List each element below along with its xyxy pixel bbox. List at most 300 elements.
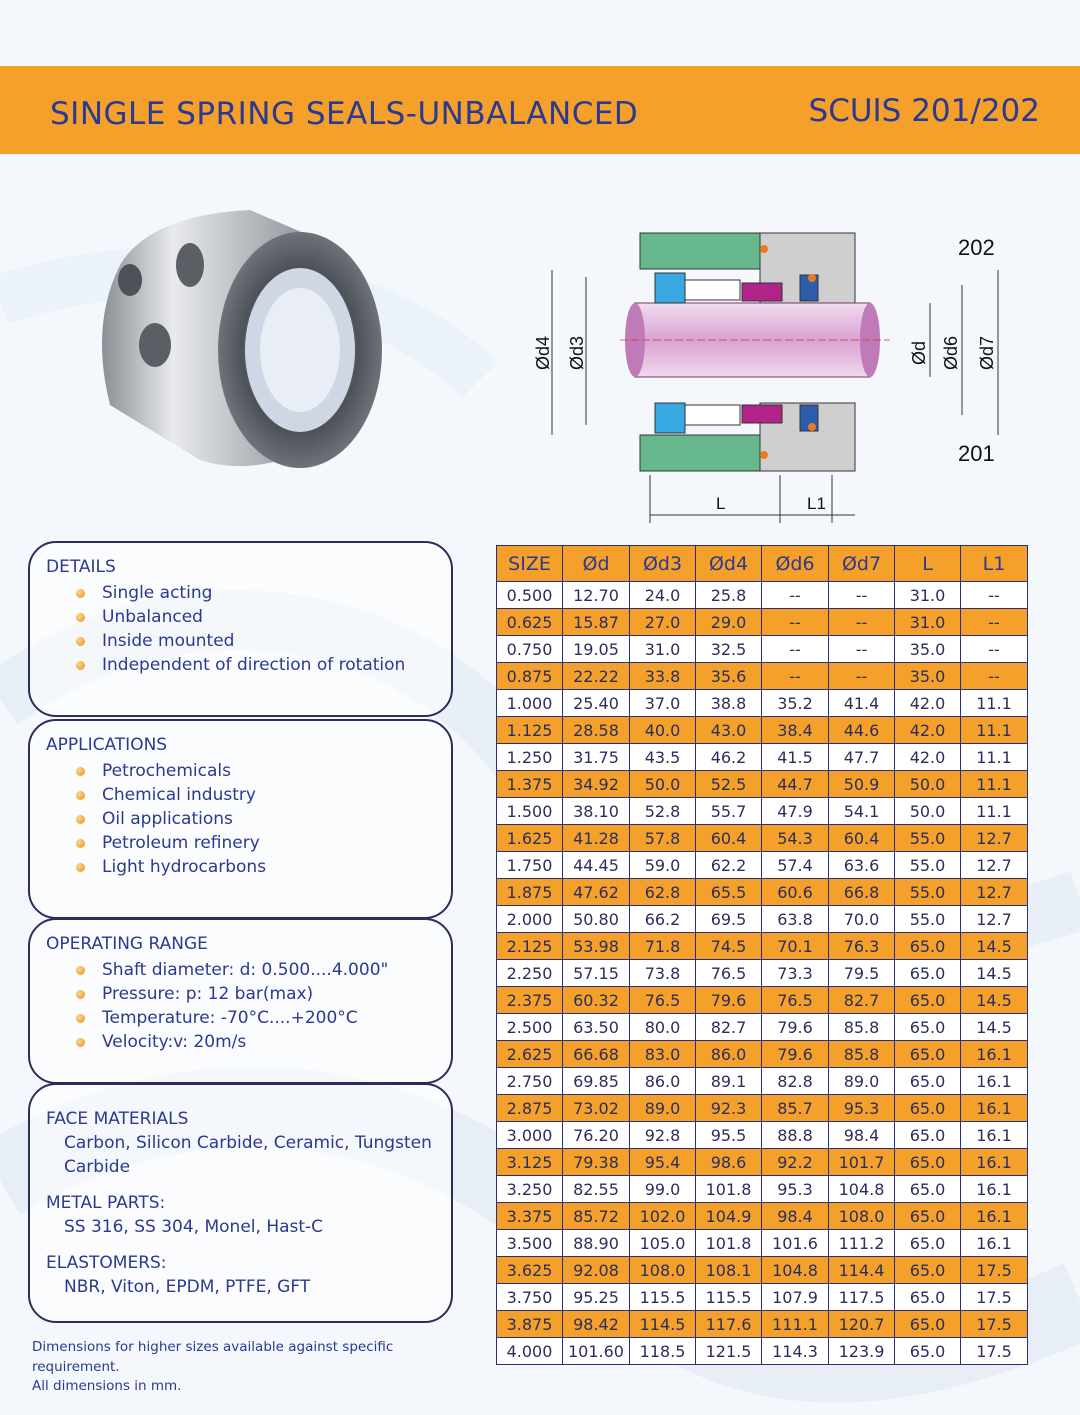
table-cell: 0.875	[497, 663, 563, 690]
metal-parts-title: METAL PARTS:	[46, 1193, 166, 1213]
table-cell: 47.7	[829, 744, 895, 771]
table-cell: 35.0	[895, 636, 961, 663]
table-cell: 0.750	[497, 636, 563, 663]
table-cell: 85.72	[563, 1203, 630, 1230]
table-cell: 11.1	[961, 798, 1028, 825]
table-cell: 3.125	[497, 1149, 563, 1176]
table-cell: 44.45	[563, 852, 630, 879]
table-cell: --	[961, 609, 1028, 636]
applications-list	[46, 759, 435, 879]
table-cell: 95.4	[630, 1149, 696, 1176]
table-cell: 60.6	[762, 879, 829, 906]
table-cell: --	[961, 582, 1028, 609]
table-cell: 50.80	[563, 906, 630, 933]
table-cell: --	[762, 582, 829, 609]
table-cell: 65.0	[895, 1014, 961, 1041]
table-cell: 1.500	[497, 798, 563, 825]
table-body	[497, 582, 1028, 1365]
table-cell: 1.375	[497, 771, 563, 798]
table-cell: 85.7	[762, 1095, 829, 1122]
table-cell: 34.92	[563, 771, 630, 798]
table-cell: 62.8	[630, 879, 696, 906]
table-cell: --	[762, 663, 829, 690]
table-cell: 55.7	[696, 798, 762, 825]
table-cell: 40.0	[630, 717, 696, 744]
label-L1: L1	[807, 494, 826, 513]
list-item: Single acting	[46, 581, 435, 605]
table-row	[497, 852, 1028, 879]
table-cell: 101.6	[762, 1230, 829, 1257]
table-cell: 111.2	[829, 1230, 895, 1257]
table-cell: 3.000	[497, 1122, 563, 1149]
table-cell: 14.5	[961, 933, 1028, 960]
list-item: Chemical industry	[46, 783, 435, 807]
table-cell: 2.250	[497, 960, 563, 987]
face-materials-text: Carbon, Silicon Carbide, Ceramic, Tungsten Carbide	[64, 1133, 432, 1177]
table-cell: 65.0	[895, 933, 961, 960]
table-cell: 24.0	[630, 582, 696, 609]
table-cell: 65.0	[895, 1176, 961, 1203]
table-cell: 16.1	[961, 1149, 1028, 1176]
table-cell: 35.2	[762, 690, 829, 717]
label-d3: Ød3	[567, 335, 587, 370]
table-cell: 99.0	[630, 1176, 696, 1203]
details-list	[46, 581, 435, 677]
table-cell: 79.5	[829, 960, 895, 987]
table-cell: 42.0	[895, 690, 961, 717]
table-cell: 60.4	[829, 825, 895, 852]
table-cell: 108.0	[829, 1203, 895, 1230]
table-cell: 117.5	[829, 1284, 895, 1311]
table-cell: 54.1	[829, 798, 895, 825]
table-cell: 12.7	[961, 825, 1028, 852]
table-cell: 89.0	[630, 1095, 696, 1122]
table-cell: 50.0	[895, 771, 961, 798]
table-cell: 43.5	[630, 744, 696, 771]
table-cell: 57.4	[762, 852, 829, 879]
table-row	[497, 1149, 1028, 1176]
table-cell: 59.0	[630, 852, 696, 879]
metal-parts-text: SS 316, SS 304, Monel, Hast-C	[64, 1217, 324, 1237]
table-row	[497, 1122, 1028, 1149]
table-cell: 66.8	[829, 879, 895, 906]
table-cell: 17.5	[961, 1257, 1028, 1284]
table-cell: 1.875	[497, 879, 563, 906]
table-cell: 3.500	[497, 1230, 563, 1257]
table-row	[497, 798, 1028, 825]
table-row	[497, 960, 1028, 987]
table-cell: 27.0	[630, 609, 696, 636]
footnote-line-1: Dimensions for higher sizes available against specific requirement.	[32, 1339, 394, 1375]
table-cell: 95.25	[563, 1284, 630, 1311]
table-cell: 57.8	[630, 825, 696, 852]
table-cell: 73.8	[630, 960, 696, 987]
list-item: Oil applications	[46, 807, 435, 831]
table-cell: 65.0	[895, 1230, 961, 1257]
table-cell: --	[829, 609, 895, 636]
table-cell: 65.0	[895, 1284, 961, 1311]
table-cell: 104.8	[762, 1257, 829, 1284]
list-item: Velocity:v: 20m/s	[46, 1030, 435, 1054]
table-cell: 71.8	[630, 933, 696, 960]
table-cell: 35.0	[895, 663, 961, 690]
table-cell: 14.5	[961, 1014, 1028, 1041]
table-row	[497, 1014, 1028, 1041]
table-cell: 1.750	[497, 852, 563, 879]
table-cell: 89.0	[829, 1068, 895, 1095]
table-cell: 101.60	[563, 1338, 630, 1365]
table-cell: 50.9	[829, 771, 895, 798]
table-cell: 47.9	[762, 798, 829, 825]
table-cell: 104.8	[829, 1176, 895, 1203]
table-cell: 46.2	[696, 744, 762, 771]
table-cell: 65.0	[895, 960, 961, 987]
table-cell: 65.0	[895, 1311, 961, 1338]
table-row	[497, 1176, 1028, 1203]
table-cell: 15.87	[563, 609, 630, 636]
table-cell: 101.7	[829, 1149, 895, 1176]
table-cell: 76.20	[563, 1122, 630, 1149]
table-cell: 53.98	[563, 933, 630, 960]
table-cell: 80.0	[630, 1014, 696, 1041]
table-cell: 31.75	[563, 744, 630, 771]
list-item: Temperature: -70°C....+200°C	[46, 1006, 435, 1030]
table-cell: 37.0	[630, 690, 696, 717]
table-row	[497, 609, 1028, 636]
table-cell: 118.5	[630, 1338, 696, 1365]
table-cell: 1.250	[497, 744, 563, 771]
table-cell: 60.4	[696, 825, 762, 852]
table-cell: 31.0	[630, 636, 696, 663]
table-cell: 2.375	[497, 987, 563, 1014]
table-cell: 65.0	[895, 1122, 961, 1149]
label-d: Ød	[909, 340, 929, 365]
table-cell: 63.50	[563, 1014, 630, 1041]
table-cell: 92.08	[563, 1257, 630, 1284]
table-cell: 65.0	[895, 1338, 961, 1365]
table-cell: 55.0	[895, 879, 961, 906]
table-cell: 95.3	[829, 1095, 895, 1122]
table-cell: 76.3	[829, 933, 895, 960]
table-cell: 65.0	[895, 1149, 961, 1176]
table-cell: 2.000	[497, 906, 563, 933]
elastomers-text: NBR, Viton, EPDM, PTFE, GFT	[64, 1277, 311, 1297]
table-row	[497, 690, 1028, 717]
table-cell: 115.5	[696, 1284, 762, 1311]
table-cell: 114.4	[829, 1257, 895, 1284]
table-cell: 52.5	[696, 771, 762, 798]
table-cell: 104.9	[696, 1203, 762, 1230]
list-item: Independent of direction of rotation	[46, 653, 435, 677]
table-cell: 79.6	[762, 1041, 829, 1068]
table-cell: 65.0	[895, 1257, 961, 1284]
table-cell: 85.8	[829, 1041, 895, 1068]
footnote-line-2: All dimensions in mm.	[32, 1378, 182, 1394]
table-cell: 55.0	[895, 906, 961, 933]
table-cell: --	[762, 636, 829, 663]
seal-cross-section-drawing	[520, 225, 1040, 530]
table-cell: 16.1	[961, 1176, 1028, 1203]
table-cell: --	[829, 636, 895, 663]
table-row	[497, 1095, 1028, 1122]
label-d6: Ød6	[941, 335, 961, 370]
table-cell: 65.0	[895, 1203, 961, 1230]
table-row	[497, 1257, 1028, 1284]
table-cell: 65.0	[895, 1041, 961, 1068]
table-cell: 92.2	[762, 1149, 829, 1176]
table-cell: 55.0	[895, 852, 961, 879]
table-cell: 2.875	[497, 1095, 563, 1122]
table-cell: 105.0	[630, 1230, 696, 1257]
table-cell: --	[762, 609, 829, 636]
table-cell: 121.5	[696, 1338, 762, 1365]
table-cell: 98.4	[829, 1122, 895, 1149]
table-cell: 16.1	[961, 1203, 1028, 1230]
table-row	[497, 1041, 1028, 1068]
column-header-d3: Ød3	[630, 546, 696, 582]
label-d4: Ød4	[533, 335, 553, 370]
table-cell: 101.8	[696, 1176, 762, 1203]
table-cell: 98.42	[563, 1311, 630, 1338]
table-cell: 11.1	[961, 690, 1028, 717]
table-cell: --	[961, 636, 1028, 663]
table-cell: 35.6	[696, 663, 762, 690]
column-header-d7: Ød7	[829, 546, 895, 582]
label-d7: Ød7	[977, 335, 997, 370]
table-cell: 69.5	[696, 906, 762, 933]
table-cell: 92.8	[630, 1122, 696, 1149]
table-cell: 3.250	[497, 1176, 563, 1203]
column-header-d6: Ød6	[762, 546, 829, 582]
table-cell: 66.2	[630, 906, 696, 933]
table-cell: 88.8	[762, 1122, 829, 1149]
table-cell: 82.7	[829, 987, 895, 1014]
table-cell: 33.8	[630, 663, 696, 690]
table-cell: 38.8	[696, 690, 762, 717]
column-header-size: SIZE	[497, 546, 563, 582]
table-cell: 38.4	[762, 717, 829, 744]
table-cell: 25.8	[696, 582, 762, 609]
table-cell: 11.1	[961, 771, 1028, 798]
table-cell: 89.1	[696, 1068, 762, 1095]
list-item: Petrochemicals	[46, 759, 435, 783]
table-cell: 12.7	[961, 906, 1028, 933]
table-cell: --	[829, 582, 895, 609]
table-cell: 17.5	[961, 1284, 1028, 1311]
operating-range-box	[28, 918, 453, 1084]
table-row	[497, 1068, 1028, 1095]
table-cell: 41.4	[829, 690, 895, 717]
table-cell: 1.000	[497, 690, 563, 717]
label-201: 201	[958, 441, 995, 466]
table-cell: 3.625	[497, 1257, 563, 1284]
table-cell: 115.5	[630, 1284, 696, 1311]
table-cell: 95.3	[762, 1176, 829, 1203]
table-cell: 65.5	[696, 879, 762, 906]
table-cell: 62.2	[696, 852, 762, 879]
table-row	[497, 1338, 1028, 1365]
table-cell: 14.5	[961, 987, 1028, 1014]
table-cell: 2.500	[497, 1014, 563, 1041]
table-cell: 65.0	[895, 1068, 961, 1095]
details-title: DETAILS	[46, 557, 116, 577]
table-cell: 19.05	[563, 636, 630, 663]
table-cell: 17.5	[961, 1338, 1028, 1365]
table-cell: 76.5	[762, 987, 829, 1014]
column-header-l: L	[895, 546, 961, 582]
table-cell: 11.1	[961, 744, 1028, 771]
table-cell: 3.375	[497, 1203, 563, 1230]
table-cell: 16.1	[961, 1095, 1028, 1122]
product-code: SCUIS 201/202	[808, 93, 1040, 129]
footnote	[32, 1338, 452, 1397]
table-cell: 12.7	[961, 879, 1028, 906]
table-cell: 108.1	[696, 1257, 762, 1284]
table-cell: 50.0	[630, 771, 696, 798]
table-row	[497, 717, 1028, 744]
page-title: SINGLE SPRING SEALS-UNBALANCED	[50, 96, 639, 132]
table-cell: 1.125	[497, 717, 563, 744]
table-cell: 108.0	[630, 1257, 696, 1284]
table-cell: 114.5	[630, 1311, 696, 1338]
face-materials-title: FACE MATERIALS	[46, 1109, 189, 1129]
table-cell: 57.15	[563, 960, 630, 987]
table-cell: 63.8	[762, 906, 829, 933]
table-cell: 120.7	[829, 1311, 895, 1338]
table-cell: 88.90	[563, 1230, 630, 1257]
column-header-d4: Ød4	[696, 546, 762, 582]
details-box	[28, 541, 453, 717]
table-cell: 16.1	[961, 1068, 1028, 1095]
table-cell: 70.1	[762, 933, 829, 960]
table-cell: 111.1	[762, 1311, 829, 1338]
applications-box	[28, 719, 453, 919]
table-row	[497, 1284, 1028, 1311]
table-cell: 86.0	[630, 1068, 696, 1095]
table-row	[497, 987, 1028, 1014]
table-cell: 25.40	[563, 690, 630, 717]
table-cell: 70.0	[829, 906, 895, 933]
table-cell: 123.9	[829, 1338, 895, 1365]
table-cell: 16.1	[961, 1230, 1028, 1257]
table-row	[497, 663, 1028, 690]
table-cell: 60.32	[563, 987, 630, 1014]
table-cell: 73.02	[563, 1095, 630, 1122]
table-cell: 69.85	[563, 1068, 630, 1095]
column-header-d: Ød	[563, 546, 630, 582]
table-cell: 98.6	[696, 1149, 762, 1176]
table-cell: --	[961, 663, 1028, 690]
table-cell: 38.10	[563, 798, 630, 825]
table-cell: 0.625	[497, 609, 563, 636]
table-cell: 17.5	[961, 1311, 1028, 1338]
label-L: L	[716, 494, 726, 513]
table-cell: 42.0	[895, 744, 961, 771]
table-cell: 29.0	[696, 609, 762, 636]
table-cell: 95.5	[696, 1122, 762, 1149]
table-cell: 1.625	[497, 825, 563, 852]
table-row	[497, 1230, 1028, 1257]
table-cell: 4.000	[497, 1338, 563, 1365]
table-cell: 31.0	[895, 582, 961, 609]
table-cell: 12.7	[961, 852, 1028, 879]
table-cell: 52.8	[630, 798, 696, 825]
table-cell: 31.0	[895, 609, 961, 636]
table-cell: 50.0	[895, 798, 961, 825]
table-cell: 44.7	[762, 771, 829, 798]
table-cell: 2.625	[497, 1041, 563, 1068]
operating-range-list	[46, 958, 435, 1054]
table-cell: 3.875	[497, 1311, 563, 1338]
table-cell: 82.55	[563, 1176, 630, 1203]
table-cell: 43.0	[696, 717, 762, 744]
table-cell: 76.5	[696, 960, 762, 987]
table-cell: 82.7	[696, 1014, 762, 1041]
table-cell: 76.5	[630, 987, 696, 1014]
list-item: Inside mounted	[46, 629, 435, 653]
table-cell: 3.750	[497, 1284, 563, 1311]
table-cell: 44.6	[829, 717, 895, 744]
label-202: 202	[958, 235, 995, 260]
table-cell: 11.1	[961, 717, 1028, 744]
table-cell: 92.3	[696, 1095, 762, 1122]
table-cell: 101.8	[696, 1230, 762, 1257]
table-cell: 63.6	[829, 852, 895, 879]
table-cell: 2.125	[497, 933, 563, 960]
table-cell: 66.68	[563, 1041, 630, 1068]
list-item: Unbalanced	[46, 605, 435, 629]
table-row	[497, 636, 1028, 663]
materials-box	[28, 1083, 453, 1323]
table-row	[497, 879, 1028, 906]
table-cell: 102.0	[630, 1203, 696, 1230]
table-row	[497, 1311, 1028, 1338]
table-row	[497, 744, 1028, 771]
table-cell: 55.0	[895, 825, 961, 852]
table-cell: 114.3	[762, 1338, 829, 1365]
table-row	[497, 933, 1028, 960]
table-cell: 79.6	[696, 987, 762, 1014]
table-cell: 107.9	[762, 1284, 829, 1311]
table-cell: 28.58	[563, 717, 630, 744]
table-row	[497, 1203, 1028, 1230]
table-cell: 85.8	[829, 1014, 895, 1041]
table-cell: 12.70	[563, 582, 630, 609]
table-cell: 41.28	[563, 825, 630, 852]
table-row	[497, 582, 1028, 609]
table-cell: 0.500	[497, 582, 563, 609]
seal-product-photo	[90, 205, 390, 475]
table-cell: 79.38	[563, 1149, 630, 1176]
column-header-l1: L1	[961, 546, 1028, 582]
table-cell: 16.1	[961, 1041, 1028, 1068]
dimensions-table	[496, 545, 1028, 1365]
table-cell: 74.5	[696, 933, 762, 960]
list-item: Pressure: p: 12 bar(max)	[46, 982, 435, 1006]
table-cell: 82.8	[762, 1068, 829, 1095]
table-cell: 14.5	[961, 960, 1028, 987]
table-cell: 41.5	[762, 744, 829, 771]
table-header-row	[497, 546, 1028, 582]
table-cell: 47.62	[563, 879, 630, 906]
applications-title: APPLICATIONS	[46, 735, 168, 755]
list-item: Light hydrocarbons	[46, 855, 435, 879]
table-cell: 65.0	[895, 1095, 961, 1122]
table-cell: 22.22	[563, 663, 630, 690]
table-cell: 32.5	[696, 636, 762, 663]
table-cell: --	[829, 663, 895, 690]
table-cell: 98.4	[762, 1203, 829, 1230]
